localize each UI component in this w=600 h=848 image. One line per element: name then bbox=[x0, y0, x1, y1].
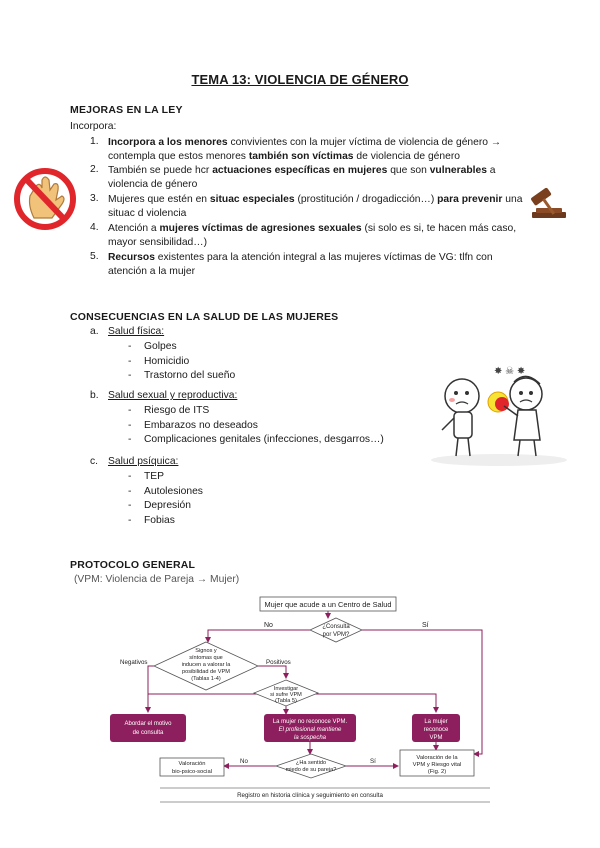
law-item-bold: vulnerables bbox=[429, 165, 487, 176]
law-item-bold: mujeres víctimas de agresiones sexuales bbox=[159, 223, 362, 234]
heading-protocolo: PROTOCOLO GENERAL bbox=[70, 559, 196, 571]
law-item-text: (prostitución / drogadicción…) bbox=[294, 194, 438, 205]
flow-no2-label: No bbox=[240, 758, 248, 765]
law-item-bold: Incorpora a los menores bbox=[108, 137, 228, 148]
health-item-text: Homicidio bbox=[144, 355, 190, 367]
health-group-title: Salud física: bbox=[108, 326, 165, 337]
health-group-title: Salud psíquica: bbox=[108, 456, 179, 467]
flow-investigar-2: si sufre VPM bbox=[270, 692, 302, 698]
law-item-number: 4. bbox=[90, 222, 99, 233]
flow-q2-diamond bbox=[276, 754, 346, 778]
law-item-text: Mujeres que estén en bbox=[108, 194, 210, 205]
law-item bbox=[108, 193, 528, 221]
flow-q1-diamond bbox=[310, 618, 362, 642]
law-item-text: convivientes con la mujer víctima de violencia de género → contempla que estos menores bbox=[108, 137, 502, 163]
flow-start: Mujer que acude a un Centro de Salud bbox=[264, 600, 392, 609]
protocol-flowchart bbox=[100, 594, 500, 812]
law-item-text: una situac d violencia bbox=[108, 194, 523, 220]
heading-consecuencias: CONSECUENCIAS EN LA SALUD DE LAS MUJERES bbox=[70, 311, 339, 323]
flow-noreconoce-2: El profesional mantiene bbox=[278, 727, 342, 733]
health-group-letter: b. bbox=[90, 390, 99, 401]
flow-riesgo-2: VPM y Riesgo vital bbox=[412, 762, 462, 768]
law-item bbox=[108, 164, 528, 192]
flow-riesgo-3: (Fig. 2) bbox=[427, 769, 447, 775]
gavel-icon bbox=[526, 182, 572, 220]
health-item-text: Depresión bbox=[144, 500, 191, 512]
bullet-dash: - bbox=[128, 370, 132, 382]
flow-investigar-1: Investigar bbox=[273, 686, 299, 692]
health-item-text: Trastorno del sueño bbox=[144, 370, 236, 382]
law-item bbox=[108, 251, 528, 279]
flow-valoracion-2: bio-psico-social bbox=[172, 769, 212, 775]
page-title: TEMA 13: VIOLENCIA DE GÉNERO bbox=[191, 72, 409, 87]
health-item-text: Autolesiones bbox=[144, 485, 203, 497]
flow-noreconoce-1: La mujer no reconoce VPM. bbox=[272, 719, 348, 725]
health-group-letter: a. bbox=[90, 326, 99, 337]
law-item-bold: para prevenir bbox=[437, 194, 503, 205]
bullet-dash: - bbox=[128, 471, 132, 482]
law-item-number: 5. bbox=[90, 251, 99, 262]
flow-reconoce-1: La mujer bbox=[424, 719, 448, 725]
flow-negativos: Negativos bbox=[120, 659, 148, 666]
law-item-bold: actuaciones específicas en mujeres bbox=[212, 165, 388, 176]
flow-noreconoce-3: la sospecha bbox=[293, 735, 327, 741]
flow-si2-label: Sí bbox=[370, 758, 376, 765]
health-item-text: Fobias bbox=[144, 514, 175, 526]
law-item bbox=[108, 136, 528, 164]
svg-text:✸ ☠ ✸: ✸ ☠ ✸ bbox=[494, 366, 526, 377]
flow-si-label: Sí bbox=[422, 622, 429, 629]
flow-signs-2: síntomas que bbox=[189, 655, 223, 661]
law-item-text: También se puede hcr bbox=[108, 165, 213, 176]
flow-abordar-1: Abordar el motivo bbox=[124, 721, 172, 727]
bullet-dash: - bbox=[128, 500, 132, 512]
law-item-bold: situac especiales bbox=[209, 194, 295, 205]
flow-positivos: Positivos bbox=[266, 659, 291, 666]
prohibited-hand-icon bbox=[12, 166, 78, 232]
law-item-bold: también son víctimas bbox=[248, 151, 354, 163]
flow-abordar-box bbox=[110, 714, 186, 742]
heading-mejoras: MEJORAS EN LA LEY bbox=[70, 104, 183, 116]
law-item-text: a violencia de género bbox=[108, 165, 496, 191]
flow-signs-1: Signos y bbox=[195, 648, 217, 654]
flow-valoracion-1: Valoración bbox=[178, 761, 206, 767]
flow-signs-3: inducen a valorar la bbox=[181, 662, 231, 668]
law-item-text: existentes para la atención integral a las mujeres víctimas de VG: tlfn con atención a la mujer bbox=[108, 252, 493, 278]
health-item-text: Golpes bbox=[144, 341, 177, 352]
bullet-dash: - bbox=[128, 341, 132, 352]
flow-no-label: No bbox=[264, 622, 273, 629]
law-item-text: de violencia de género bbox=[353, 151, 461, 163]
health-item-text: Riesgo de ITS bbox=[144, 405, 210, 416]
intro-text: Incorpora: bbox=[70, 121, 117, 132]
flow-investigar-3: (Tabla 5) bbox=[275, 698, 297, 704]
flow-q2-2: miedo de su pareja? bbox=[285, 767, 337, 773]
bullet-dash: - bbox=[128, 485, 132, 497]
protocol-note: (VPM: Violencia de Pareja → Mujer) bbox=[74, 574, 240, 585]
bullet-dash: - bbox=[128, 405, 132, 416]
flow-signs-4: posibilidad de VPM bbox=[182, 669, 230, 675]
health-group-letter: c. bbox=[90, 456, 99, 467]
flow-riesgo-1: Valoración de la bbox=[416, 755, 458, 761]
flow-registro: Registro en historia clínica y seguimiento en consulta bbox=[237, 792, 383, 799]
law-item-bold: Recursos bbox=[108, 252, 155, 263]
health-item-text: TEP bbox=[144, 471, 165, 482]
flow-reconoce-2: reconoce bbox=[423, 727, 449, 733]
fight-cartoon-icon bbox=[424, 360, 574, 470]
flow-q2-1: ¿Ha sentido bbox=[295, 760, 327, 766]
flow-reconoce-3: VPM bbox=[429, 735, 443, 741]
law-item-text: (si solo es si, te hacen más caso, mayor sensibilidad…) bbox=[108, 223, 517, 249]
bullet-dash: - bbox=[128, 514, 132, 526]
bullet-dash: - bbox=[128, 419, 132, 431]
bullet-dash: - bbox=[128, 355, 132, 367]
bullet-dash: - bbox=[128, 434, 132, 446]
flow-q1-line2: por VPM? bbox=[322, 632, 350, 638]
law-item-text: que son bbox=[387, 165, 430, 176]
health-item-text: Complicaciones genitales (infecciones, desgarros…) bbox=[144, 434, 384, 446]
flow-signs-5: (Tablas 1-4) bbox=[191, 676, 221, 682]
law-item-text: Atención a bbox=[108, 223, 160, 234]
law-item-number: 3. bbox=[90, 193, 99, 204]
flow-abordar-2: de consulta bbox=[132, 730, 164, 736]
law-item-number: 1. bbox=[90, 136, 99, 147]
health-item-text: Embarazos no deseados bbox=[144, 419, 258, 431]
health-group-title: Salud sexual y reproductiva: bbox=[108, 390, 238, 401]
law-item bbox=[108, 222, 528, 250]
law-item-number: 2. bbox=[90, 164, 99, 175]
flow-q1-line1: ¿Consulta bbox=[322, 624, 350, 630]
